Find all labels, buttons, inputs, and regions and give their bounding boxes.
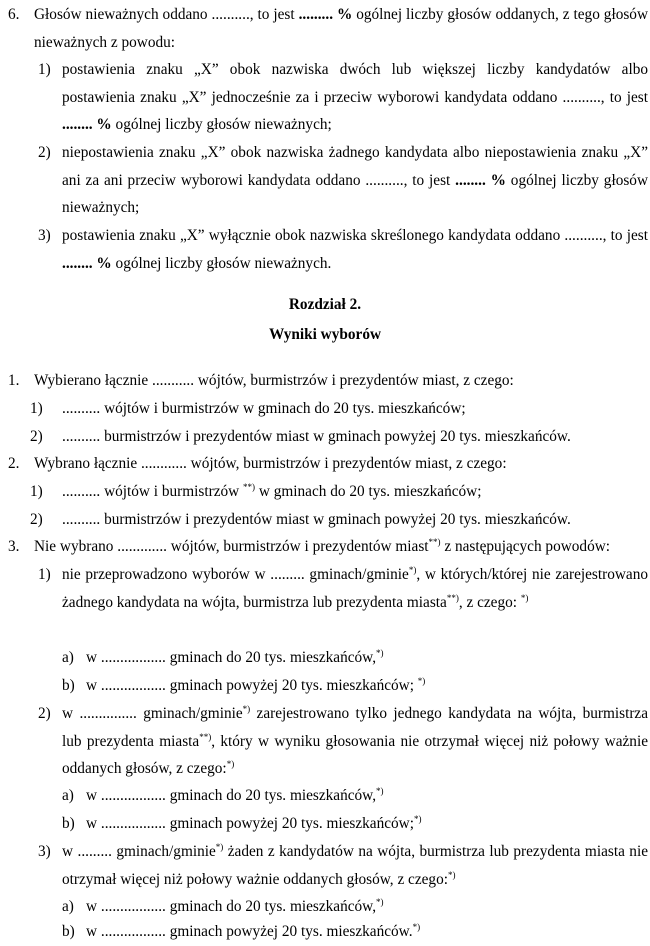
sub-list-item <box>62 672 648 700</box>
list-number: 1) <box>30 483 43 500</box>
footnote-mark: *) <box>447 869 456 880</box>
footnote-mark: *) <box>520 592 529 603</box>
sub-list-item <box>62 893 648 921</box>
footnote-mark: **) <box>199 731 212 742</box>
list-item <box>30 478 648 506</box>
list-item <box>38 222 648 277</box>
sub-list-text: w ................. gminach do 20 tys. mieszkańców,*) <box>86 897 384 915</box>
list-text: niepostawienia znaku „X” obok nazwiska żadnego kandydata albo niepostawienia znaku „X” ani za ani przeciw wyborowi kandydata oddano .........., to jest ........ % ogólnej liczby głosów nieważnych; <box>62 144 648 217</box>
list-number: 3) <box>38 227 51 244</box>
list-text: w ............... gminach/gminie*) zarejestrowano tylko jednego kandydata na wójta, burmistrza lub prezydenta miasta**), który w wyniku głosowania nie otrzymał więcej niż połowy ważnie oddanych głosów, z czego:*) <box>62 704 648 778</box>
list-number: 2) <box>38 705 51 722</box>
footnote-mark: *) <box>376 897 384 907</box>
paragraph-number: 6. <box>8 6 20 23</box>
sub-list-item <box>62 810 648 838</box>
paragraph-text: Wybierano łącznie ........... wójtów, burmistrzów i prezydentów miast, z czego: <box>34 372 514 389</box>
list-text: .......... wójtów i burmistrzów **) w gminach do 20 tys. mieszkańców; <box>62 482 482 500</box>
sub-list-text: w ................. gminach do 20 tys. mieszkańców,*) <box>86 786 384 804</box>
list-number: 2) <box>30 428 43 445</box>
list-text: w ......... gminach/gminie*) żaden z kandydatów na wójta, burmistrza lub prezydenta miasta nie otrzymał więcej niż połowy ważnie oddanych głosów, z czego:*) <box>62 842 648 888</box>
footnote-mark: **) <box>428 537 441 547</box>
list-number: 1) <box>38 566 51 583</box>
chapter-title: Rozdział 2. <box>288 296 362 313</box>
list-number: 1) <box>38 61 51 78</box>
paragraph-2 <box>8 450 648 478</box>
paragraph-1 <box>8 367 648 395</box>
list-number: 1) <box>30 400 43 417</box>
paragraph-text: Nie wybrano ............. wójtów, burmistrzów i prezydentów miast**) z następujących powodów: <box>34 537 611 555</box>
list-number: 2) <box>30 511 43 528</box>
footnote-mark: *) <box>226 759 235 770</box>
footnote-mark: *) <box>376 786 384 796</box>
paragraph-6 <box>8 1 648 56</box>
list-item <box>38 700 648 783</box>
footnote-mark: *) <box>417 676 426 686</box>
sub-list-text: w ................. gminach powyżej 20 tys. mieszkańców; *) <box>86 676 426 694</box>
list-text: .......... wójtów i burmistrzów w gminach do 20 tys. mieszkańców; <box>62 400 466 417</box>
sub-list-letter: b) <box>62 923 75 940</box>
list-item <box>30 395 648 423</box>
footnote-mark: *) <box>242 704 251 714</box>
list-text: .......... burmistrzów i prezydentów miast w gminach powyżej 20 tys. mieszkańców. <box>62 511 571 528</box>
list-item <box>38 838 648 893</box>
footnote-mark: *) <box>408 565 417 575</box>
list-text: nie przeprowadzono wyborów w ......... gminach/gminie*), w których/której nie zarejestrowano żadnego kandydata na wójta, burmistrza lub prezydenta miasta**), z czego: *) <box>62 565 648 611</box>
paragraph-text: Wybrano łącznie ............ wójtów, burmistrzów i prezydentów miast, z czego: <box>34 455 507 472</box>
sub-list-item <box>62 644 648 672</box>
list-text: .......... burmistrzów i prezydentów miast w gminach powyżej 20 tys. mieszkańców. <box>62 428 571 445</box>
list-number: 2) <box>38 144 51 161</box>
list-item <box>38 139 648 222</box>
sub-list-text: w ................. gminach powyżej 20 tys. mieszkańców;*) <box>86 814 422 832</box>
footnote-mark: **) <box>243 482 256 492</box>
list-number: 3) <box>38 843 51 860</box>
paragraph-number: 3. <box>8 538 20 555</box>
list-item <box>38 561 648 616</box>
paragraph-text: Głosów nieważnych oddano .........., to jest ......... % ogólnej liczby głosów oddanych, z tego głosów nieważnych z powodu: <box>34 6 648 51</box>
list-item <box>30 506 648 534</box>
paragraph-number: 1. <box>8 372 20 389</box>
footnote-mark: *) <box>412 922 421 932</box>
sub-list-text: w ................. gminach powyżej 20 tys. mieszkańców.*) <box>86 922 421 940</box>
footnote-mark: *) <box>215 842 224 852</box>
list-text: postawienia znaku „X” wyłącznie obok nazwiska skreślonego kandydata oddano .........., to jest ........ % ogólnej liczby głosów nieważnych. <box>62 227 648 272</box>
sub-list-letter: a) <box>62 898 74 915</box>
footnote-mark: *) <box>376 648 384 658</box>
sub-list-item <box>62 918 648 946</box>
footnote-mark: *) <box>413 814 422 824</box>
sub-list-item <box>62 782 648 810</box>
sub-list-letter: a) <box>62 787 74 804</box>
sub-list-letter: b) <box>62 815 75 832</box>
list-item <box>30 423 648 451</box>
sub-list-letter: a) <box>62 649 74 666</box>
paragraph-3 <box>8 533 648 561</box>
list-item <box>38 56 648 139</box>
sub-list-letter: b) <box>62 677 75 694</box>
footnote-mark: **) <box>446 592 459 603</box>
list-text: postawienia znaku „X” obok nazwiska dwóch lub większej liczby kandydatów albo postawienia znaku „X” jednocześnie za i przeciw wyborowi kandydata oddano .........., to jest ........ % ogólnej liczby głosów nieważnych; <box>62 61 648 134</box>
sub-list-text: w ................. gminach do 20 tys. mieszkańców,*) <box>86 648 384 666</box>
chapter-subtitle: Wyniki wyborów <box>268 326 382 343</box>
paragraph-number: 2. <box>8 455 20 472</box>
